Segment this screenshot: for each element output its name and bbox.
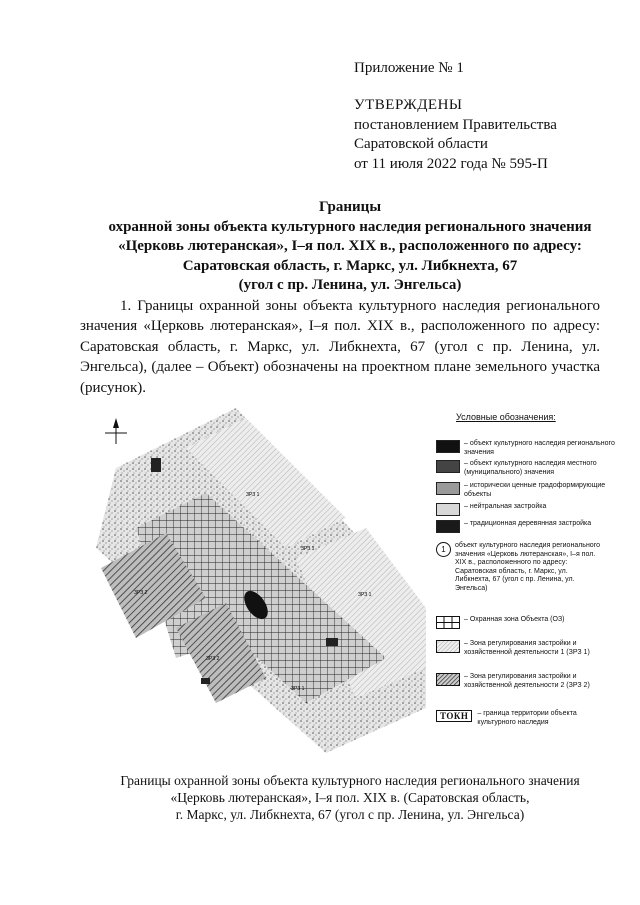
legend-item-historic [436, 482, 630, 499]
map-legend [430, 408, 630, 738]
caption-line-2: «Церковь лютеранская», I–я пол. XIX в. (Саратовская область, [170, 790, 530, 805]
legend-text: – граница территории объекта культурного наследия [477, 710, 577, 726]
approved-heading: УТВЕРЖДЕНЫ [354, 97, 463, 113]
legend-text: – исторически ценные градоформирующие объекты [464, 482, 606, 498]
title-line-5: (угол с пр. Ленина, ул. Энгельса) [238, 277, 462, 294]
building-dark-2 [326, 638, 338, 646]
legend-swatch-wooden [436, 520, 460, 533]
legend-item-toki [436, 710, 597, 727]
toki-label: ТОКН [436, 710, 472, 722]
legend-text: – объект культурного наследия местного (муниципального) значения [464, 460, 597, 476]
legend-item-church [436, 542, 616, 593]
legend-item-zrz1 [436, 640, 594, 657]
map-label-6: ЗРЗ 1 [291, 686, 305, 692]
appendix-number: Приложение № 1 [354, 60, 464, 76]
legend-text: – традиционная деревянная застройка [464, 520, 592, 527]
title-line-2: охранной зоны объекта культурного наследия регионального значения [108, 218, 592, 235]
map-label-4: ЗРЗ 2 [134, 590, 148, 596]
legend-item-wooden [436, 520, 591, 533]
building-dark-1 [151, 458, 161, 472]
title-line-4: Саратовская область, г. Маркс, ул. Либкнехта, 67 [182, 257, 518, 274]
map-label-3: ЗРЗ 1 [358, 592, 372, 598]
caption-line-3: г. Маркс, ул. Либкнехта, 67 (угол с пр. Ленина, ул. Энгельса) [175, 807, 525, 822]
title-line-1: Границы [318, 199, 382, 215]
legend-swatch-neutral [436, 503, 460, 516]
legend-title: Условные обозначения: [456, 412, 556, 422]
legend-text: – объект культурного наследия регионального значения [464, 440, 615, 456]
figure-caption [60, 772, 640, 823]
map-label-5: ЗРЗ 2 [206, 656, 220, 662]
approved-by-line-2: Саратовской области [354, 136, 488, 152]
legend-swatch-light-hatch [436, 640, 460, 653]
legend-swatch-grid [436, 616, 460, 629]
legend-swatch-regional [436, 440, 460, 453]
legend-swatch-historic [436, 482, 460, 495]
approved-by-line-1: постановлением Правительства [354, 116, 557, 133]
legend-swatch-dark-hatch [436, 673, 460, 686]
legend-item-oz [436, 616, 565, 629]
object-number-badge: 1 [436, 542, 451, 557]
legend-swatch-municipal [436, 460, 460, 473]
site-plan-map [96, 408, 426, 753]
legend-text: – Охранная зона Объекта (ОЗ) [464, 616, 565, 623]
approved-date: от 11 июля 2022 года № 595-П [354, 155, 548, 172]
north-arrow-icon [105, 418, 127, 444]
legend-text: объект культурного наследия регионального значения «Церковь лютеранская», I–я пол. XIX в., расположенного по адресу: Саратовская область, г. Маркс, ул. Либкнехта, 67 (угол с пр. Ленина, ул. Энгельса) [455, 542, 600, 592]
legend-text: – Зона регулирования застройки и хозяйственной деятельности 2 (ЗРЗ 2) [464, 673, 590, 689]
caption-line-1: Границы охранной зоны объекта культурного наследия регионального значения [120, 773, 580, 788]
title-line-3: «Церковь лютеранская», I–я пол. XIX в., расположенного по адресу: [118, 238, 582, 255]
legend-item-municipal-object [436, 460, 630, 477]
building-dark-3 [201, 678, 210, 684]
map-label-1: ЗРЗ 1 [246, 492, 260, 498]
legend-text: – нейтральная застройка [464, 503, 547, 510]
approval-block [354, 96, 557, 174]
legend-item-regional-object [436, 440, 630, 457]
legend-text: – Зона регулирования застройки и хозяйственной деятельности 1 (ЗРЗ 1) [464, 640, 590, 656]
body-paragraph: 1. Границы охранной зоны объекта культурного наследия регионального значения «Церковь лютеранская», I–я пол. XIX в., расположенного по адресу: Саратовская область, г. Маркс, ул. Либкнехта, 67 (угол с пр. Ленина, ул. Энгельса), (далее – Объект) обозначены на проектном плане земельного участка (рисунок). [80, 298, 600, 396]
document-title [60, 198, 640, 296]
legend-item-neutral [436, 503, 546, 516]
legend-item-zrz2 [436, 673, 594, 690]
map-label-2: ЗРЗ 1 [301, 546, 315, 552]
